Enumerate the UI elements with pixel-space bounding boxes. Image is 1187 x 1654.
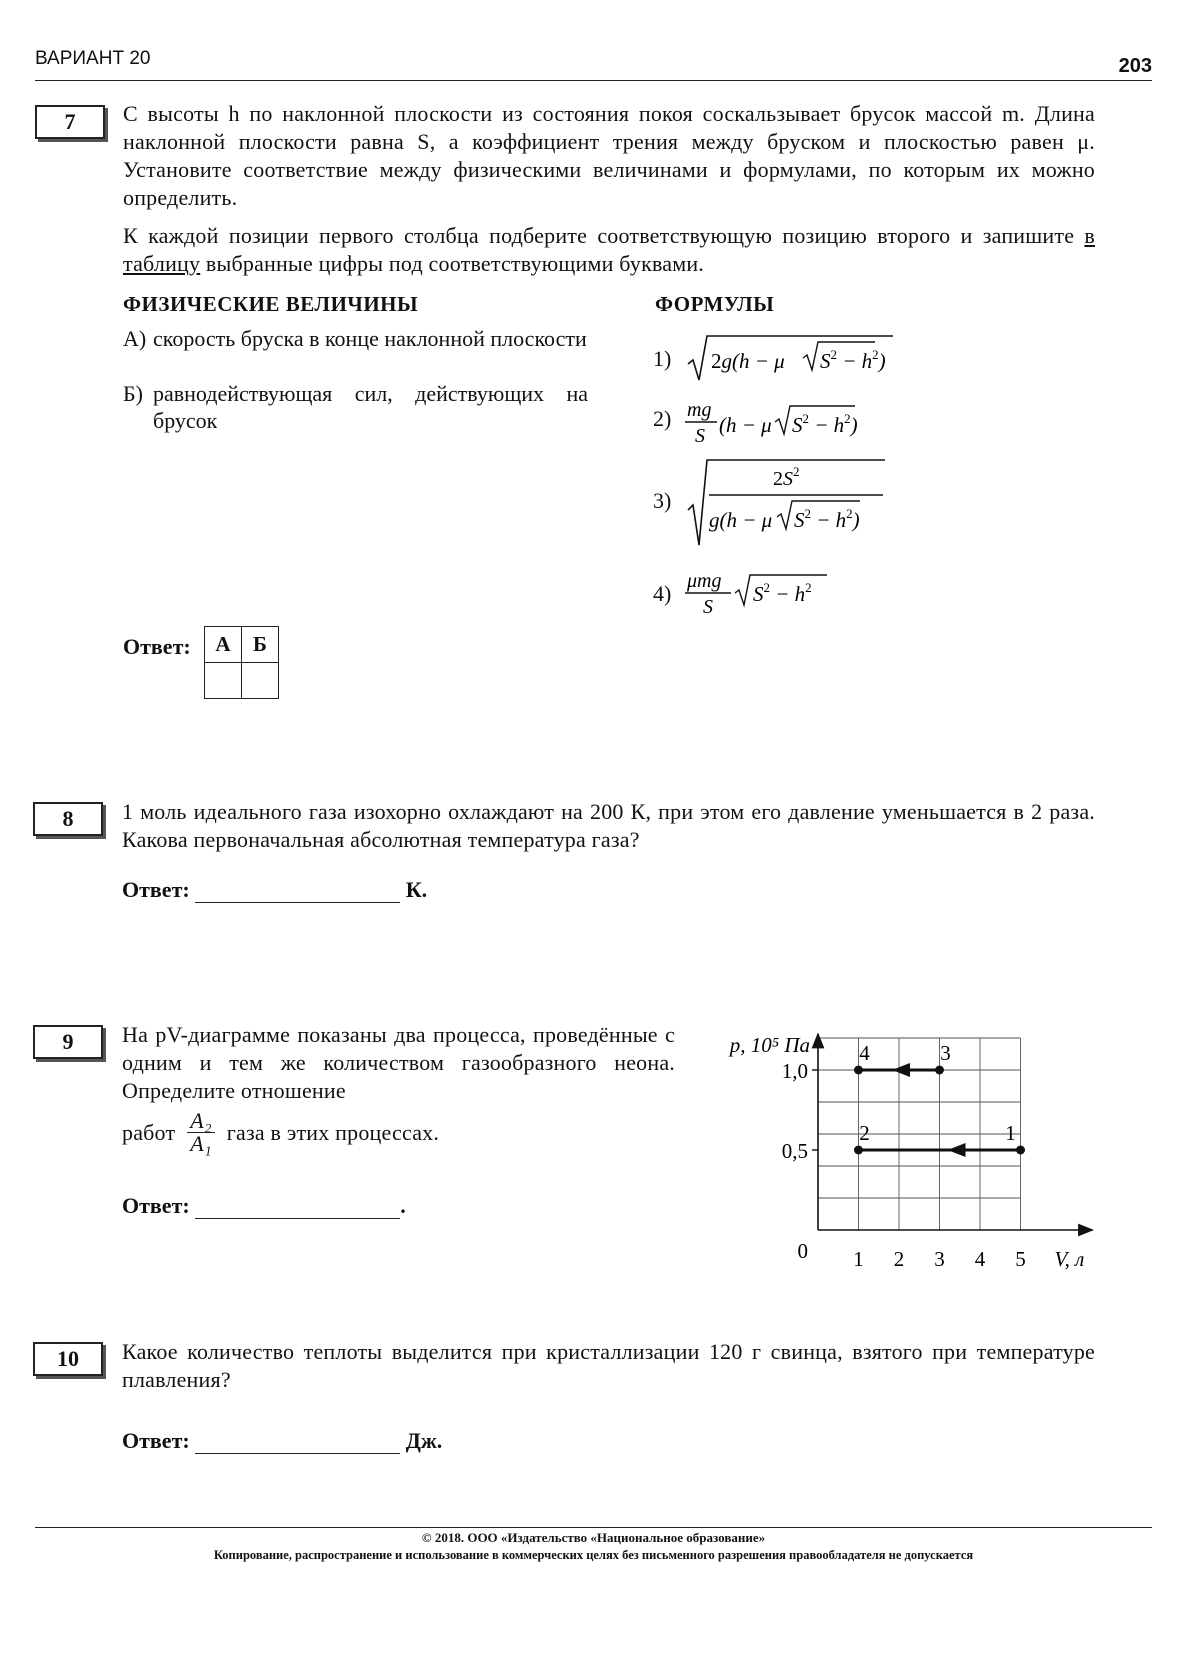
- q9-answer-end: .: [400, 1193, 406, 1218]
- footer-copyright: © 2018. ООО «Издательство «Национальное образование»: [421, 1530, 766, 1545]
- q9-text-post: газа в этих процессах.: [226, 1119, 440, 1145]
- instruction-link: в таблицу: [123, 223, 1095, 276]
- answer-cell-b[interactable]: [242, 663, 279, 699]
- x-tick-label: 2: [893, 1247, 905, 1271]
- state-point: [1016, 1146, 1025, 1155]
- x-axis-label: V, л: [1054, 1247, 1085, 1271]
- page-number: 203: [1118, 55, 1152, 77]
- y-tick-label: 1,0: [781, 1059, 808, 1083]
- svg-text:(h − μ: (h − μ: [719, 413, 772, 437]
- state-point: [854, 1066, 863, 1075]
- formula-1: [685, 330, 905, 386]
- x-tick-label: 4: [974, 1247, 986, 1271]
- quantity-item-b: [123, 380, 588, 434]
- svg-text:2g(h − μ: 2g(h − μ: [711, 349, 785, 373]
- quantity-item-b-text: равнодействующая сил, действующих на брусок: [153, 381, 588, 433]
- q10-answer-blank[interactable]: [195, 1431, 400, 1454]
- instruction-start: К каждой позиции первого столбца подберите соответствующую позицию второго и запишите: [123, 223, 1085, 248]
- q10-unit: Дж.: [405, 1428, 443, 1453]
- svg-text:μmg: μmg: [687, 570, 722, 592]
- svg-text:S2 − h2): $S^2 - h^2$): [794, 506, 860, 532]
- state-point-label: 1: [1005, 1121, 1016, 1145]
- x-tick-label: 5: [1015, 1247, 1026, 1271]
- question-10-number: 10: [33, 1342, 103, 1376]
- instruction-end: выбранные цифры под соответствующими буквами.: [200, 251, 705, 276]
- q8-unit: К.: [405, 877, 428, 902]
- y-axis-label: p, 10⁵ Па: [729, 1033, 810, 1057]
- question-8-number: 8: [33, 802, 103, 836]
- variant-label: ВАРИАНТ 20: [35, 48, 151, 69]
- quantity-item-b-label: Б): [123, 381, 143, 406]
- quantity-item-a: [123, 325, 588, 352]
- svg-text:S: S: [703, 596, 713, 618]
- svg-text:S2 − h2): $S^2 - h^2$): [792, 411, 858, 437]
- fraction-numerator: A₂: [187, 1110, 215, 1133]
- svg-text:S2 − h2: $S^2 - h^2$: [753, 580, 812, 606]
- answer-col-b: Б: [242, 627, 279, 663]
- question-7-number: 7: [35, 105, 105, 139]
- svg-text:mg: mg: [687, 399, 712, 421]
- state-point: [935, 1066, 944, 1075]
- question-9-number: 9: [33, 1025, 103, 1059]
- formula-1-label: 1): [653, 346, 672, 371]
- formula-3-label: 3): [653, 488, 672, 513]
- chart-grid: [818, 1038, 1021, 1230]
- process-arrow: [892, 1063, 910, 1077]
- q8-answer-blank[interactable]: [195, 880, 400, 903]
- formula-3: [685, 455, 900, 550]
- answer-col-a: А: [205, 627, 242, 663]
- q9-answer: [122, 1193, 406, 1219]
- x-tick-label: 1: [853, 1247, 864, 1271]
- svg-text:g(h − μ: g(h − μ: [709, 508, 773, 532]
- q9-answer-blank[interactable]: [195, 1196, 400, 1219]
- state-point-label: 3: [940, 1041, 951, 1065]
- formulas-heading: ФОРМУЛЫ: [655, 292, 775, 316]
- question-8-text: 1 моль идеального газа изохорно охлаждают на 200 К, при этом его давление уменьшается в 2 раза. Какова первоначальная абсолютная температура газа?: [122, 799, 1095, 852]
- fraction-denominator: A₁: [190, 1131, 212, 1156]
- pv-diagram: [700, 1022, 1110, 1272]
- svg-text:2S2: $2S^2$: [773, 464, 800, 490]
- formula-4-label: 4): [653, 581, 672, 606]
- svg-text:S2 − h2): $S^2 - h^2$): [820, 347, 886, 373]
- answer-cell-a[interactable]: [205, 663, 242, 699]
- origin-label: 0: [797, 1239, 808, 1263]
- formula-2: [685, 392, 905, 452]
- physical-quantities-heading: ФИЗИЧЕСКИЕ ВЕЛИЧИНЫ: [123, 292, 419, 316]
- formula-4: [685, 565, 845, 625]
- q7-answer-label: Ответ:: [123, 634, 191, 659]
- footer-divider: [35, 1527, 1152, 1528]
- question-9-ratio-line: [122, 1110, 675, 1155]
- state-point-label: 4: [859, 1041, 870, 1065]
- question-10-text: Какое количество теплоты выделится при кристаллизации 120 г свинца, взятого при температуре плавления?: [122, 1339, 1095, 1392]
- quantity-item-a-label: А): [123, 326, 147, 351]
- y-tick-label: 0,5: [781, 1139, 808, 1163]
- quantity-item-a-text: скорость бруска в конце наклонной плоскости: [153, 326, 587, 351]
- process-arrow: [948, 1143, 966, 1157]
- question-9-text: На pV-диаграмме показаны два процесса, проведённые с одним и тем же количеством газообразного неона. Определите отношение: [122, 1022, 675, 1103]
- header-divider: [35, 80, 1152, 81]
- q8-answer: [122, 877, 427, 903]
- q9-text-pre: работ: [122, 1119, 176, 1145]
- q10-answer: [122, 1428, 442, 1454]
- q10-answer-label: Ответ:: [122, 1428, 190, 1453]
- state-point: [854, 1146, 863, 1155]
- question-7-instruction: [123, 222, 1095, 278]
- q9-answer-label: Ответ:: [122, 1193, 190, 1218]
- state-point-label: 2: [859, 1121, 870, 1145]
- svg-text:S: S: [695, 425, 705, 447]
- x-tick-label: 3: [934, 1247, 945, 1271]
- q7-answer-table: [204, 626, 279, 699]
- formula-2-label: 2): [653, 406, 672, 431]
- question-7-text: С высоты h по наклонной плоскости из состояния покоя соскальзывает брусок массой m. Длина наклонной плоскости равна S, а коэффициент трения между бруском и плоскостью равен μ. Установите соответствие между физическими величинами и формулами, по которым их можно определить.: [123, 101, 1095, 210]
- work-ratio-fraction: [187, 1110, 215, 1155]
- footer-notice: Копирование, распространение и использование в коммерческих целях без письменного разрешения правообладателя не допускается: [213, 1548, 974, 1562]
- q8-answer-label: Ответ:: [122, 877, 190, 902]
